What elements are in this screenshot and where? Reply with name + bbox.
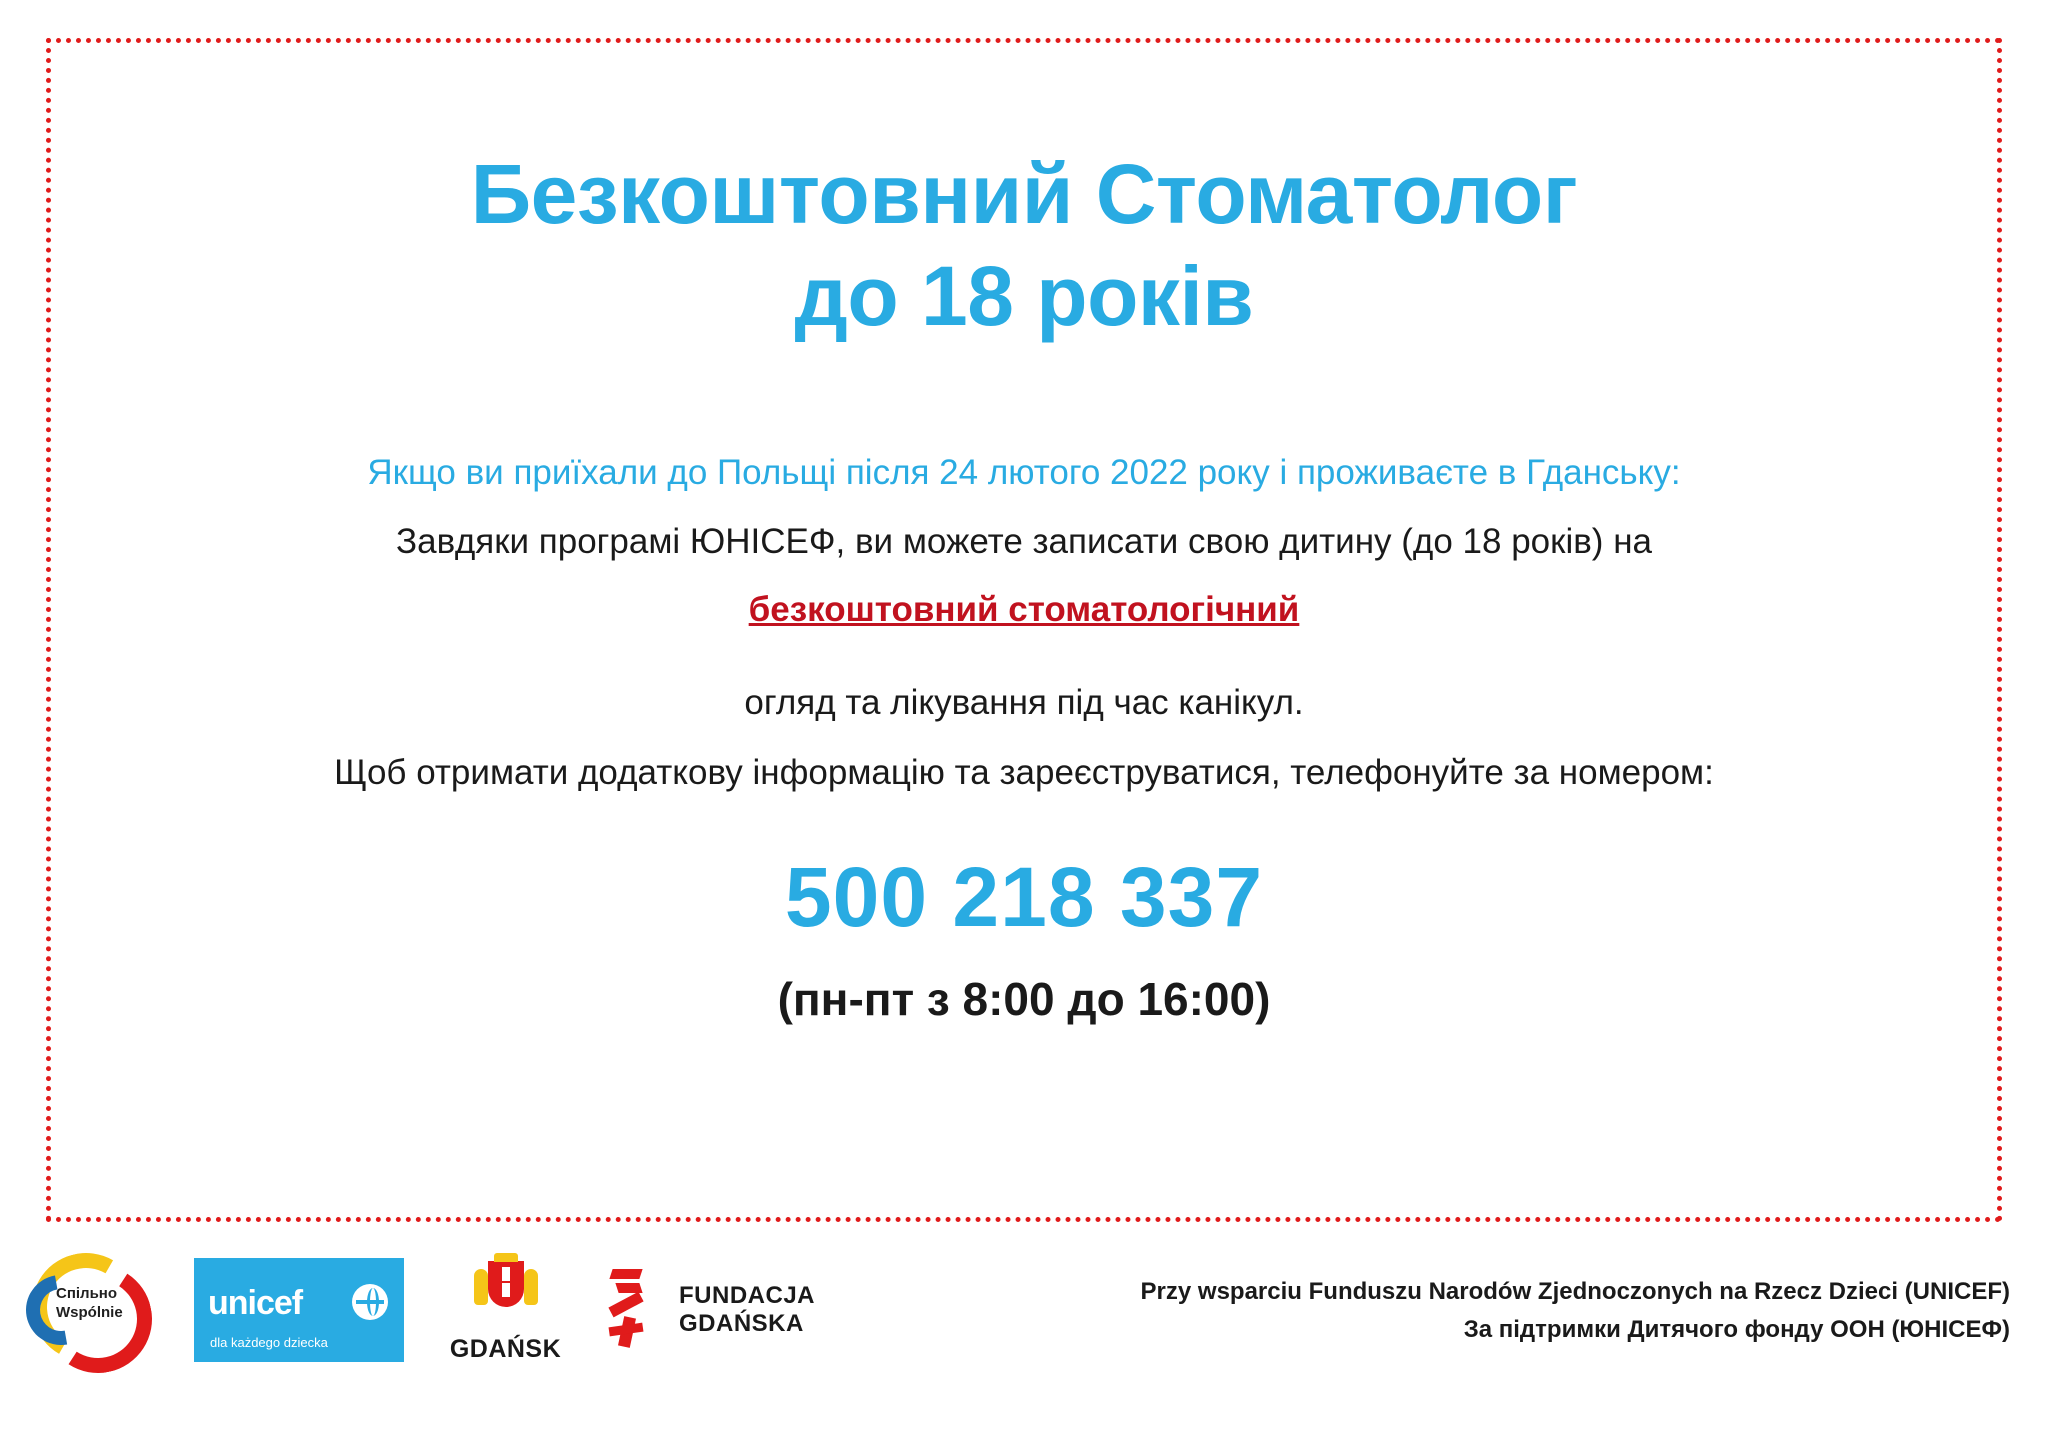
lion-right-icon	[524, 1269, 538, 1305]
registration-instruction: Щоб отримати додаткову інформацію та зареєструватися, телефонуйте за номером:	[334, 753, 1714, 793]
spolnie-logo-line-2: Wspólnie	[56, 1303, 123, 1321]
title-line-2: до 18 років	[794, 249, 1254, 344]
mark-stroke-3	[608, 1292, 643, 1318]
gdansk-logo-word: GDAŃSK	[449, 1334, 562, 1363]
gdansk-crest-icon	[474, 1257, 538, 1331]
footer	[0, 1245, 2048, 1435]
support-credits	[1141, 1273, 2010, 1350]
spolnie-logo	[20, 1245, 160, 1375]
partner-logos	[20, 1245, 815, 1375]
opening-hours: (пн-пт з 8:00 до 16:00)	[777, 973, 1271, 1026]
phone-number[interactable]: 500 218 337	[784, 850, 1264, 945]
globe-icon	[352, 1284, 388, 1320]
treatment-description: огляд та лікування під час канікул.	[744, 682, 1304, 722]
spolnie-logo-text	[56, 1285, 151, 1323]
cross-top-icon	[502, 1267, 510, 1281]
program-description: Завдяки програмі ЮНІСЕФ, ви можете записати свою дитину (до 18 років) на	[396, 521, 1652, 561]
support-credit-uk: За підтримки Дитячого фонду ООН (ЮНІСЕФ)	[1463, 1316, 2010, 1344]
unicef-logo-word: unicef	[208, 1284, 303, 1322]
spolnie-logo-line-1: Спільно	[56, 1285, 118, 1302]
fundacja-logo-text	[679, 1282, 815, 1339]
gdansk-logo	[438, 1257, 573, 1364]
fundacja-logo-line-2: GDAŃSKA	[679, 1310, 804, 1337]
fundacja-gdanska-logo	[607, 1267, 815, 1353]
unicef-logo-tagline: dla każdego dziecka	[210, 1335, 328, 1350]
fundacja-logo-line-1: FUNDACJA	[679, 1281, 815, 1309]
highlight-wrapper	[116, 568, 1932, 630]
title-line-1: Безкоштовний Стоматолог	[470, 147, 1578, 241]
free-dental-highlight: безкоштовний стоматологічний	[748, 589, 1300, 629]
poster-content	[46, 38, 2002, 1222]
cross-bottom-icon	[502, 1283, 510, 1297]
fundacja-mark-icon	[607, 1267, 667, 1353]
lion-left-icon	[474, 1269, 488, 1305]
crown-icon	[494, 1253, 518, 1262]
support-credit-pl: Przy wsparciu Funduszu Narodów Zjednoczonych na Rzecz Dzieci (UNICEF)	[1140, 1278, 2010, 1305]
eligibility-subtitle: Якщо ви приїхали до Польщі після 24 лютого 2022 року і проживаєте в Гданську:	[367, 452, 1681, 492]
mark-stroke-1	[609, 1269, 642, 1279]
page-title	[116, 143, 1932, 348]
unicef-logo	[194, 1258, 404, 1362]
